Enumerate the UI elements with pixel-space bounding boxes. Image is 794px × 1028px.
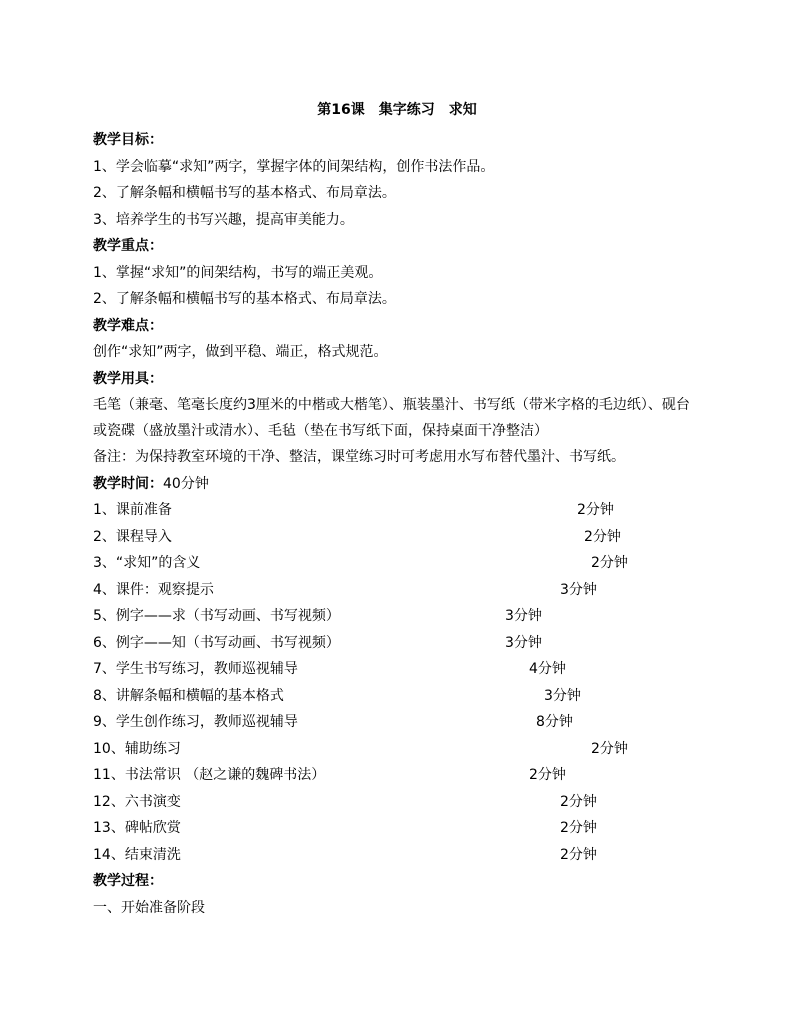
schedule-label: 10、辅助练习: [93, 740, 181, 757]
schedule-duration: 2分钟: [591, 555, 628, 571]
schedule-duration: 2分钟: [560, 793, 597, 810]
schedule-duration: 2分钟: [529, 767, 566, 783]
time-section: [93, 471, 701, 869]
schedule-row: [93, 683, 701, 710]
schedule-row: [93, 577, 701, 604]
schedule-duration: 2分钟: [560, 820, 597, 836]
key-point-item: 1、掌握“求知”的间架结构，书写的端正美观。: [93, 264, 383, 281]
process-item: 一、开始准备阶段: [93, 899, 205, 916]
schedule-duration: 3分钟: [505, 634, 542, 651]
process-section: [93, 868, 701, 921]
document-body: [93, 127, 701, 921]
schedule-row: [93, 656, 701, 683]
schedule-label: 5、例字——求（书写动画、书写视频）: [93, 608, 340, 624]
objective-item: 2、了解条幅和横幅书写的基本格式、布局章法。: [93, 185, 396, 201]
schedule-duration: 2分钟: [591, 740, 628, 757]
schedule-row: [93, 789, 701, 816]
schedule-label: 3、“求知”的含义: [93, 555, 201, 571]
tools-paragraph: 毛笔（兼毫、笔毫长度约3厘米的中楷或大楷笔）、瓶装墨汁、书写纸（带米字格的毛边纸）、砚台或瓷碟（盛放墨汁或清水）、毛毡（垫在书写纸下面，保持桌面干净整洁）: [93, 397, 690, 439]
schedule-duration: 3分钟: [560, 581, 597, 598]
schedule-row: [93, 497, 701, 524]
schedule-label: 1、课前准备: [93, 502, 172, 518]
schedule-label: 12、六书演变: [93, 793, 181, 810]
difficulty-item: 创作“求知”两字，做到平稳、端正，格式规范。: [93, 344, 388, 360]
schedule-label: 2、课程导入: [93, 528, 172, 545]
key-points-section: [93, 233, 701, 313]
schedule-duration: 8分钟: [536, 714, 573, 730]
objectives-heading: 教学目标：: [93, 132, 163, 148]
schedule-duration: 2分钟: [584, 528, 621, 545]
schedule-row: [93, 550, 701, 577]
time-heading: [93, 471, 701, 498]
schedule-label: 7、学生书写练习，教师巡视辅导: [93, 661, 298, 677]
schedule-label: 14、结束清洗: [93, 846, 181, 863]
schedule-label: 9、学生创作练习，教师巡视辅导: [93, 714, 298, 730]
schedule-row: [93, 524, 701, 551]
key-points-heading: 教学重点：: [93, 238, 163, 254]
time-label: 教学时间：: [93, 475, 163, 492]
time-value: 40分钟: [163, 475, 209, 492]
schedule-duration: 3分钟: [544, 687, 581, 704]
key-point-item: 2、了解条幅和横幅书写的基本格式、布局章法。: [93, 291, 396, 307]
schedule-duration: 4分钟: [529, 661, 566, 677]
schedule-label: 13、碑帖欣赏: [93, 820, 181, 836]
page-title: 第16课 集字练习 求知: [317, 102, 477, 118]
tools-section: [93, 366, 701, 471]
tools-heading: 教学用具：: [93, 370, 163, 387]
objectives-section: [93, 127, 701, 233]
tools-note: 备注：为保持教室环境的干净、整洁，课堂练习时可考虑用水写布替代墨汁、书写纸。: [93, 449, 625, 465]
schedule-row: [93, 762, 701, 789]
schedule-row: [93, 630, 701, 657]
difficulties-section: [93, 313, 701, 366]
schedule-row: [93, 603, 701, 630]
process-heading: 教学过程：: [93, 873, 163, 889]
schedule-duration: 2分钟: [577, 502, 614, 518]
schedule-label: 11、书法常识 （赵之谦的魏碑书法）: [93, 767, 326, 783]
schedule-row: [93, 709, 701, 736]
schedule-row: [93, 815, 701, 842]
schedule-row: [93, 842, 701, 869]
objective-item: 1、学会临摹“求知”两字，掌握字体的间架结构，创作书法作品。: [93, 158, 495, 175]
schedule-duration: 2分钟: [560, 846, 597, 863]
schedule-label: 8、讲解条幅和横幅的基本格式: [93, 687, 284, 704]
schedule-label: 4、课件：观察提示: [93, 581, 214, 598]
schedule-row: [93, 736, 701, 763]
difficulties-heading: 教学难点：: [93, 317, 163, 334]
objective-item: 3、培养学生的书写兴趣，提高审美能力。: [93, 211, 354, 228]
schedule-label: 6、例字——知（书写动画、书写视频）: [93, 634, 340, 651]
schedule-duration: 3分钟: [505, 608, 542, 624]
